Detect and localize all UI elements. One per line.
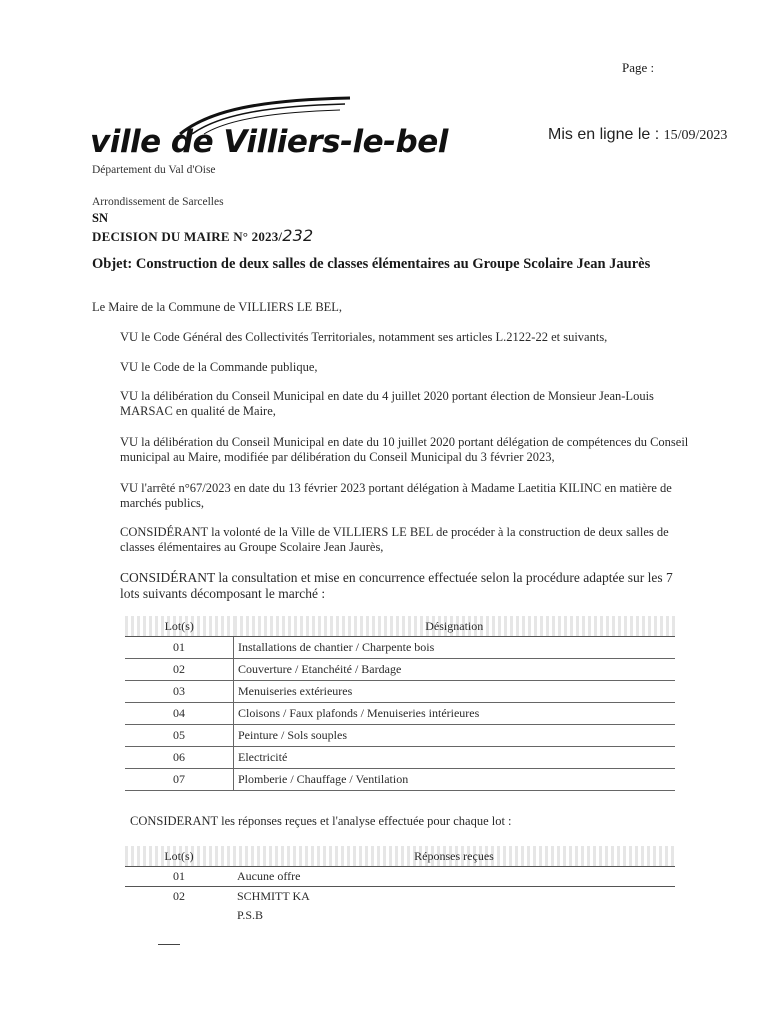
table-row: [125, 867, 675, 887]
table-row: [125, 637, 675, 659]
lot-number: 02: [173, 889, 185, 903]
column-header-lot: Lot(s): [125, 846, 233, 867]
paragraph-considerant-consultation: CONSIDÉRANT la consultation et mise en concurrence effectuée selon la procédure adaptée sur les 7 lots suivants décomposant le marché :: [120, 570, 673, 601]
lot-response: P.S.B: [237, 908, 264, 922]
table-row: [125, 747, 675, 769]
lot-number: 04: [125, 703, 234, 725]
lot-number: [125, 906, 233, 925]
column-header-lot: Lot(s): [125, 616, 234, 637]
logo-wordmark: ville de Villiers-le-bel: [90, 124, 448, 160]
paragraph-cgct: VU le Code Général des Collectivités Territoriales, notamment ses articles L.2122-22 et suivants,: [120, 330, 608, 344]
lot-designation: Couverture / Etanchéité / Bardage: [234, 659, 676, 681]
decision-number: [92, 226, 313, 245]
paragraph-arrete: VU l'arrêté n°67/2023 en date du 13 février 2023 portant délégation à Madame Laetitia KILINC en matière de marchés publics,: [120, 481, 672, 510]
paragraph-maire: Le Maire de la Commune de VILLIERS LE BEL,: [92, 300, 343, 314]
lot-number: 02: [125, 659, 234, 681]
table-row: [125, 906, 675, 925]
lot-designation: Electricité: [234, 747, 676, 769]
column-header-designation: Désignation: [234, 616, 676, 637]
paragraph-considerant-volonte: CONSIDÉRANT la volonté de la Ville de VILLIERS LE BEL de procéder à la construction de deux salles de classes élémentaires au Groupe Scolaire Jean Jaurès,: [120, 525, 669, 554]
decision-prefix: DECISION DU MAIRE N° 2023/: [92, 229, 283, 244]
lot-number: 07: [125, 769, 234, 791]
arrondissement-line: Arrondissement de Sarcelles: [92, 196, 224, 208]
table-row: [125, 769, 675, 791]
lot-number: 01: [125, 637, 234, 659]
lot-response: SCHMITT KA: [237, 889, 310, 903]
online-date: 15/09/2023: [663, 128, 728, 143]
lots-table-header: [125, 616, 675, 637]
lot-response: Aucune offre: [233, 867, 675, 887]
lot-designation: Peinture / Sols souples: [234, 725, 676, 747]
lot-designation: Cloisons / Faux plafonds / Menuiseries intérieures: [234, 703, 676, 725]
lot-designation: Installations de chantier / Charpente bois: [234, 637, 676, 659]
lot-designation: Plomberie / Chauffage / Ventilation: [234, 769, 676, 791]
page-number-label: Page :: [622, 60, 655, 75]
lot-number: 05: [125, 725, 234, 747]
paragraph-commande-publique: VU le Code de la Commande publique,: [120, 360, 318, 374]
subject-line: Objet: Construction de deux salles de classes élémentaires au Groupe Scolaire Jean Jaurès: [92, 256, 651, 272]
online-label: Mis en ligne le :: [548, 126, 660, 143]
responses-table-header: [125, 846, 675, 867]
lots-table: [125, 616, 675, 791]
paragraph-delegation: VU la délibération du Conseil Municipal en date du 10 juillet 2020 portant délégation de compétences du Conseil municipal au Maire, modifiée par délibération du Conseil Municipal du 3 février 2023,: [120, 435, 689, 464]
table-row: [125, 703, 675, 725]
initials-line: SN: [92, 211, 108, 225]
departement-line: Département du Val d'Oise: [92, 164, 216, 176]
paragraph-election: VU la délibération du Conseil Municipal en date du 4 juillet 2020 portant élection de Monsieur Jean-Louis MARSAC en qualité de Maire,: [120, 389, 654, 418]
paragraph-considerant-reponses: CONSIDERANT les réponses reçues et l'analyse effectuée pour chaque lot :: [130, 814, 512, 828]
table-row: [125, 725, 675, 747]
column-header-responses: Réponses reçues: [233, 846, 675, 867]
lot-number: 06: [125, 747, 234, 769]
table-row: [125, 659, 675, 681]
table-row: [125, 681, 675, 703]
lot-number: 03: [125, 681, 234, 703]
responses-table: [125, 846, 675, 925]
table-row: [125, 887, 675, 907]
lot-designation: Menuiseries extérieures: [234, 681, 676, 703]
lot-number: 01: [125, 867, 233, 887]
publication-date: [548, 126, 727, 144]
divider: [158, 944, 180, 945]
decision-handwritten-number: 232: [282, 226, 314, 245]
